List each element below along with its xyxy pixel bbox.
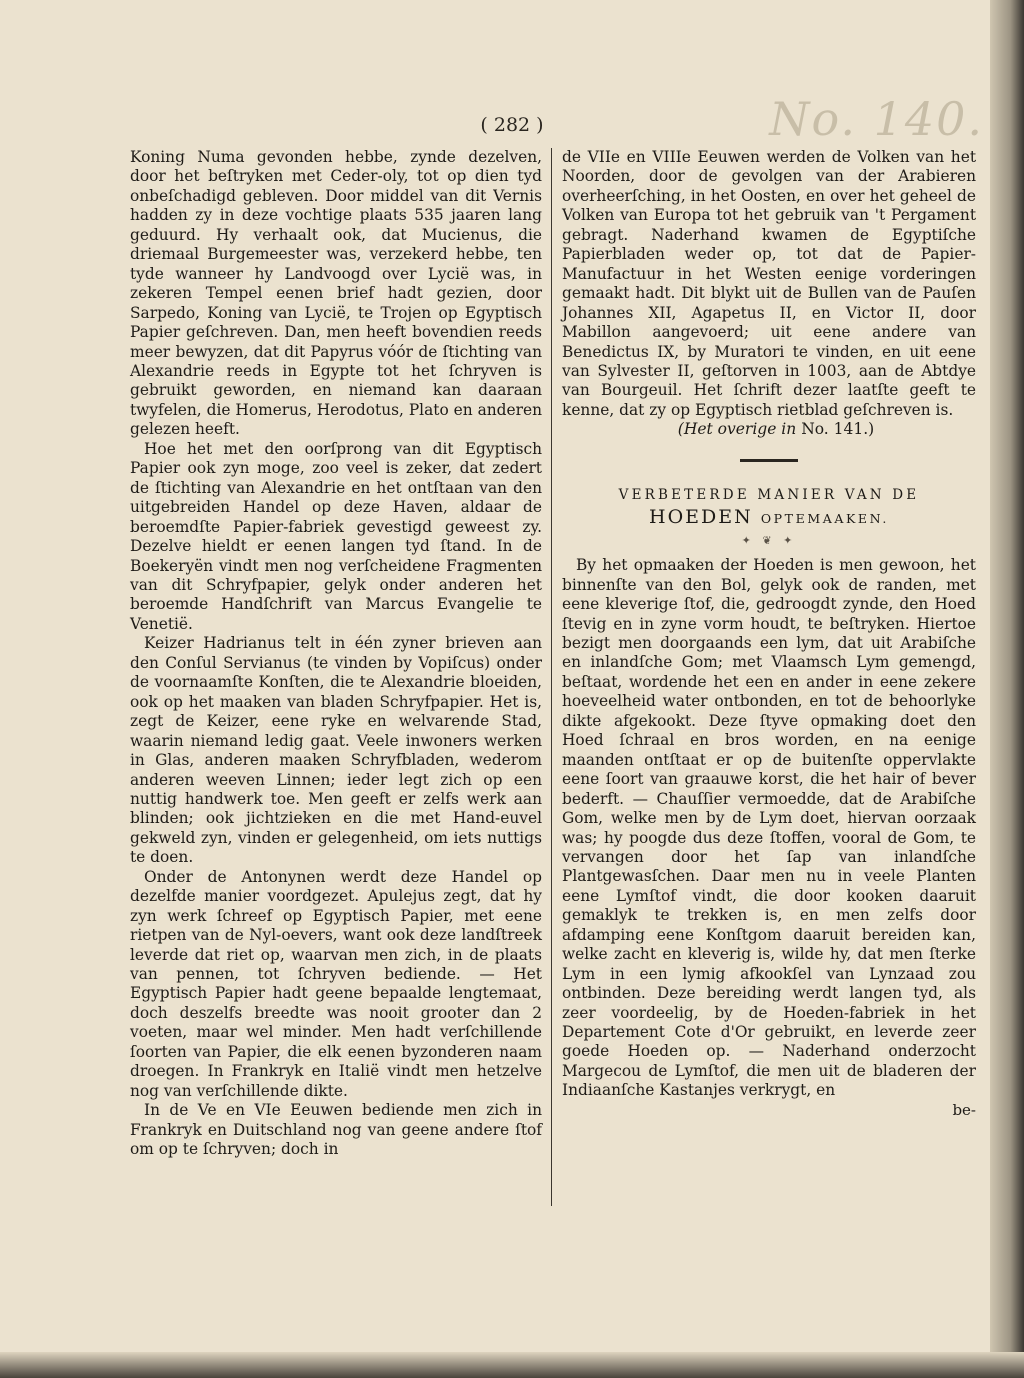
paragraph: de VIIe en VIIIe Eeuwen werden de Volken van het Noorden, door de gevolgen van der Arabieren overheerſching, in het Oosten, en over het geheel de Volken van Europa tot het gebruik van 't Pergament gebragt. Naderhand kwamen de Egyptiſche Papierbladen weder op, tot dat de Papier-Manufactuur in het Westen eenige vorderingen gemaakt hadt. Dit blykt uit de Bullen van de Pauſen Johannes XII, Agapetus II, en Victor II, door Mabillon aangevoerd; uit eene andere van Benedictus IX, by Muratori te vinden, en uit eene van Sylvester II, geſtorven in 1003, aan de Abtdye van Bourgeuil. Het ſchrift dezer laatſte geeft te kenne, dat zy op Egyptisch rietblad geſchreven is. <box>562 148 976 419</box>
right-column <box>562 148 976 1120</box>
page-number: ( 282 ) <box>480 114 544 136</box>
paragraph: Hoe het met den oorſprong van dit Egyptisch Papier ook zyn moge, zoo veel is zeker, dat zedert de ſtichting van Alexandrie en het ontſtaan van den uitgebreiden Handel op deze Haven, aldaar de beroemdſte Papier-fabriek gevestigd geweest zy. Dezelve hieldt er eenen langen tyd ſtand. In de Boekeryën vindt men nog verſcheidene Fragmenten van dit Schryfpapier, gelyk onder anderen het beroemde Handſchrift van Marcus Evangelie te Venetië. <box>130 439 542 633</box>
catchword: be- <box>952 1100 976 1119</box>
ornament-icon: ✦ ❦ ✦ <box>741 533 797 547</box>
article-heading-word: HOEDEN <box>649 506 753 529</box>
paragraph: Onder de Antonynen werdt deze Handel op dezelfde manier voordgezet. Apulejus zegt, dat hy zyn werk ſchreef op Egyptisch Papier, met eene rietpen van de Nyl-oevers, want ook deze landſtreek leverde dat riet op, waarvan men zich, in de plaats van pennen, tot ſchryven bediende. — Het Egyptisch Papier hadt geene bepaalde lengtemaat, doch deszelfs breedte was nooit grooter dan 2 voeten, maar wel minder. Men hadt verſchillende ſoorten van Papier, die elk eenen byzonderen naam droegen. In Frankryk en Italië vindt men hetzelve nog van verſchillende dikte. <box>130 867 542 1100</box>
paragraph: Koning Numa gevonden hebbe, zynde dezelven, door het beſtryken met Ceder-oly, tot op dien tyd onbeſchadigd gebleven. Door middel van dit Vernis hadden zy in deze vochtige plaats 535 jaaren lang geduurd. Hy verhaalt ook, dat Mucienus, die driemaal Burgemeester was, verzekerd hebbe, ten tyde wanneer hy Landvoogd over Lycië was, in zekeren Tempel eenen brief hadt gezien, door Sarpedo, Koning van Lycië, te Trojen op Egyptisch Papier geſchreven. Dan, men heeft bovendien reeds meer bewyzen, dat dit Papyrus vóór de ſtichting van Alexandrie reeds in Egypte tot het ſchryven is gebruikt geworden, en niemand kan daaraan twyfelen, die Homerus, Herodotus, Plato en anderen gelezen heeft. <box>130 148 542 439</box>
page-edge-shadow <box>990 0 1024 1378</box>
paragraph: Keizer Hadrianus telt in één zyner brieven aan den Conſul Servianus (te vinden by Vopiſcus) onder de voornaamſte Konſten, die te Alexandrie bloeiden, ook op het maaken van bladen Schryfpapier. Het is, zegt de Keizer, eene ryke en welvarende Stad, waarin niemand ledig gaat. Veele inwoners werken in Glas, anderen maaken Schryfbladen, wederom anderen weeven Linnen; ieder legt zich op een nuttig handwerk toe. Men geeft er zelfs werk aan blinden; ook jichtzieken en die met Hand-euvel gekweld zyn, vinden er gelegenheid, om iets nuttigs te doen. <box>130 634 542 867</box>
article-heading-line1: VERBETERDE MANIER VAN DE <box>618 486 920 503</box>
continuation-label: (Het overige in <box>677 420 797 439</box>
paragraph: In de Ve en VIe Eeuwen bediende men zich in Frankryk en Duitschland nog van geene andere ſtof om op te ſchryven; doch in <box>130 1101 542 1159</box>
bleed-through-text: No. 140. <box>769 92 984 146</box>
article-heading-small: OPTEMAAKEN. <box>760 511 889 527</box>
left-column <box>130 148 542 1160</box>
article-heading-main <box>562 508 976 528</box>
page-bottom-shadow <box>0 1352 1024 1378</box>
column-divider <box>551 148 552 1206</box>
section-separator <box>740 459 798 462</box>
continuation-number: No. 141.) <box>801 420 875 439</box>
continuation-note <box>562 420 976 439</box>
paragraph: By het opmaaken der Hoeden is men gewoon, het binnenſte van den Bol, gelyk ook de randen, met eene kleverige ſtof, die, gedroogdt zynde, den Hoed ſtevig en in zyne vorm houdt, te beſtryken. Hiertoe bezigt men doorgaands een lym, dat uit Arabiſche en inlandſche Gom; met Vlaamsch Lym gemengd, beſtaat, wordende het een en ander in eene zekere hoeveelheid water ontbonden, en tot de behoorlyke dikte afgekookt. Deze ſtyve opmaking doet den Hoed ſchraal en bros worden, en na eenige maanden ontſtaat er op de buitenſte oppervlakte eene ſoort van graauwe korst, die het hair of bever bederft. — Chauſſier vermoedde, dat de Arabiſche Gom, welke men by de Lym doet, hiervan oorzaak was; hy poogde dus deze ſtoffen, vooral de Gom, te vervangen door het ſap van inlandſche Plantgewasſchen. Daar men nu in veele Planten eene Lymſtof vindt, die door kooken daaruit gemaklyk te trekken is, en men zelfs door afdamping eene Konſtgom daaruit bereiden kan, welke zacht en kleverig is, wilde hy, dat men ſterke Lym in een lymig afkookſel van Lynzaad zou ontbinden. Deze bereiding werdt langen tyd, als zeer voordeelig, by de Hoeden-fabriek in het Departement Cote d'Or gebruikt, en leverde zeer goede Hoeden op. — Naderhand onderzocht Margecou de Lymſtof, die men uit de bladeren der Indiaanſche Kastanjes verkrygt, en <box>562 556 976 1100</box>
